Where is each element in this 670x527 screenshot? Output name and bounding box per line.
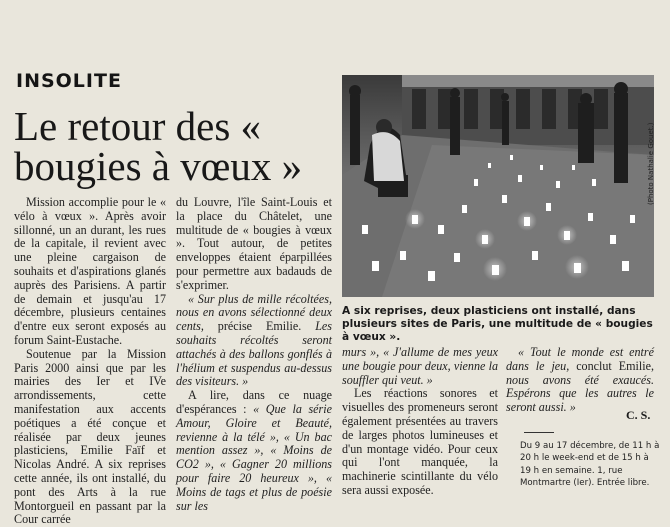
paragraph: Les réactions sonores et visuelles des promeneurs seront également présentées au travers de larges photos lumineuses et d'un montage vidéo. Pour ceux qui l'ont manquée, la machinerie scintillante du vélo sera aussi exposée. (342, 386, 498, 497)
paragraph: murs », « J'allume de mes yeux une bougie pour deux, vienne la souffler qui veut. » (342, 345, 498, 387)
article-column-3 (342, 346, 498, 501)
text: A lire, dans ce nuage d'espérances : (176, 388, 332, 416)
photo-candles-scene (342, 75, 654, 297)
quote: « Que la série Amour, Gloire et Beauté, revienne à la télé », « Un bac mention assez », « Moins de CO2 », « Gagner 20 millions pour faire 20 heureux », « Moins de tags et plus de poésie sur les (176, 401, 332, 513)
author-signature: C. S. (626, 408, 651, 422)
photo-caption: A six reprises, deux plasticiens ont installé, dans plusieurs sites de Paris, une multitude de « bougies à vœux ». (342, 305, 653, 343)
paragraph: du Louvre, l'île Saint-Louis et la place du Châtelet, une multitude de « bougies à vœux ». Tout autour, de petites enveloppes étaient éparpillées pour permettre aux badauds de s'exprimer. (176, 195, 332, 292)
paragraph: Mission accomplie pour le « vélo à vœux ». Après avoir sillonné, un an durant, les rues de la capitale, il revient avec une pleine cargaison de souhaits et d'aspirations glanés auprès des Parisiens. A partir de demain et jusqu'au 17 décembre, plusieurs centaines d'entre eux seront exposés au forum Saint-Eustache. (14, 195, 166, 347)
quote: « Tout le monde est entré dans le jeu, (506, 345, 654, 373)
quote: Les souhaits récoltés seront attachés à des ballons gonflés à l'hélium et suspendus au-dessus des visiteurs. » (176, 319, 332, 389)
headline: Le retour des « bougies à vœux » (14, 103, 303, 189)
text: conclut Emilie, (569, 358, 654, 373)
photo-credit: (Photo Nathalie Gouet.) (647, 122, 655, 205)
section-rubric: INSOLITE (16, 70, 122, 92)
paragraph (176, 389, 332, 513)
event-info: Du 9 au 17 décembre, de 11 h à 20 h le week-end et de 15 h à 19 h en semaine. 1, rue Montmartre (Ier). Entrée libre. (520, 441, 660, 489)
paragraph: Soutenue par la Mission Paris 2000 ainsi que par les mairies des Ier et IVe arrondissements, cette manifestation aux accents poétiques a été conçue et réalisée par deux jeunes plasticiens, Emilie Faïf et Nicolas André. A six reprises cette année, ils ont installé, du pont des Arts à la rue Montorgueil en passant par la Cour carrée (14, 346, 166, 527)
paragraph (506, 346, 654, 415)
text: précise Emilie. (203, 319, 316, 334)
quote: nous avons été exaucés. Espérons que les autres le seront aussi. » (506, 372, 654, 415)
divider (524, 432, 554, 433)
article-column-2 (176, 195, 332, 513)
article-column-1 (14, 195, 166, 527)
quote: « Sur plus de mille récoltées, nous en avons sélectionné deux cents, (176, 291, 332, 334)
paragraph (176, 293, 332, 390)
article-photo (342, 75, 654, 297)
